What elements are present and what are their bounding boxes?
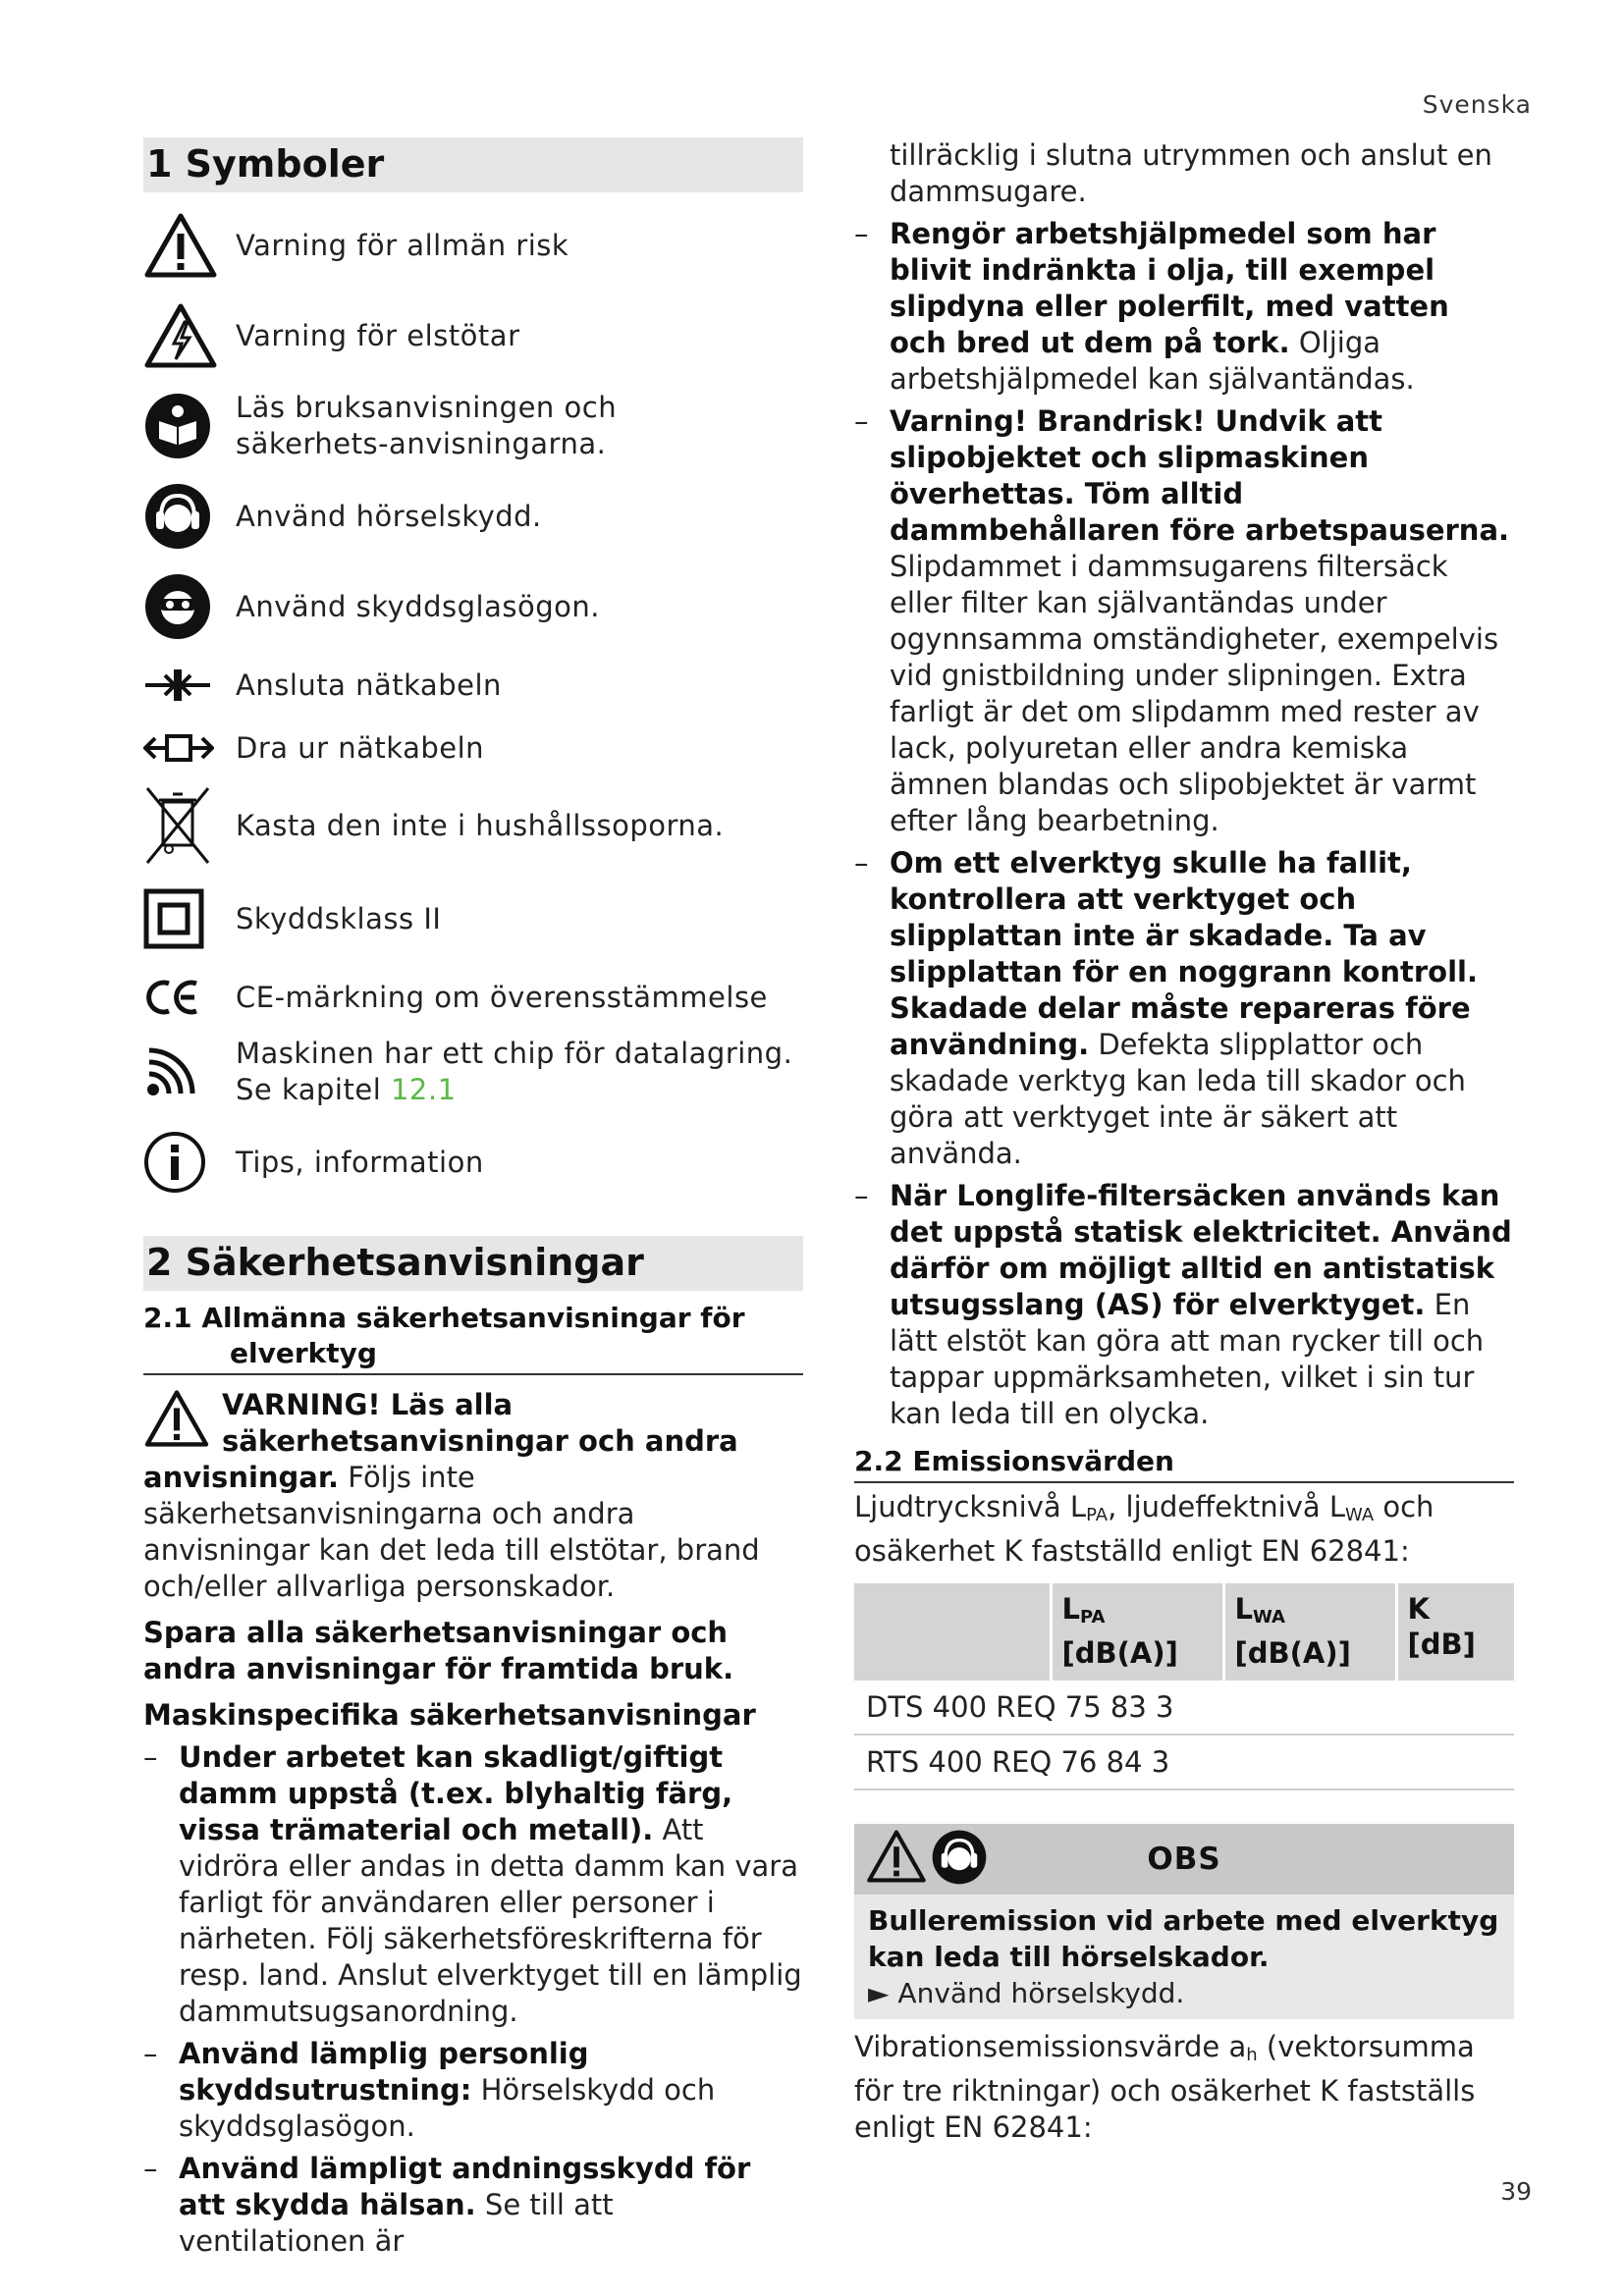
list-item-bold: När Longlife-filtersäcken används kan det uppstå statisk elektricitet. Använd därför om möjligt alltid en antistatisk utsugsslang (AS) för elverktyget. <box>890 1179 1512 1321</box>
emission-table <box>854 1583 1514 1790</box>
subscript: PA <box>1079 1607 1106 1628</box>
warning-text: Följs inte säkerhetsanvisningarna och andra anvisningar kan det leda till elstötar, brand och/eller allvarliga personskador. <box>143 1461 760 1603</box>
subscript: h <box>1246 2045 1258 2065</box>
text-fragment: L <box>1061 1592 1080 1626</box>
symbol-text-line: Maskinen har ett chip för datalagring. <box>236 1037 793 1070</box>
list-item: – Använd lämplig personlig skyddsutrustning: Hörselskydd och skyddsglasögon. <box>143 2037 716 2143</box>
symbol-row <box>143 207 803 284</box>
list-item: – Varning! Brandrisk! Undvik att slipobjektet och slipmaskinen överhettas. Töm alltid dammbehållaren före arbetspauserna. Slipdammet i dammsugarens filtersäck eller filter kan självantändas under ogynnsamma omständigheter, exempelvis vid gnistbildning under slipningen. Extra farligt är det om slipdamm med rester av lack, polyuretan eller andra kemiska ämnen blandas och slipobjektet är varmt efter lång bearbetning. <box>854 404 1510 837</box>
electric-shock-icon <box>143 302 236 369</box>
symbol-text: Använd skyddsglasögon. <box>236 589 600 623</box>
read-manual-icon <box>143 392 236 460</box>
symbol-text: Läs bruksanvisningen och säkerhets-anvisningarna. <box>236 391 618 460</box>
subscript: WA <box>1252 1607 1285 1628</box>
warning-triangle-icon <box>143 212 236 279</box>
symbol-text: Tips, information <box>236 1145 484 1179</box>
warning-bold-text: VARNING! Läs alla säkerhetsanvisningar och andra anvisningar. <box>143 1388 738 1494</box>
section-title-safety: 2 Säkerhetsanvisningar <box>143 1236 803 1291</box>
obs-icons <box>854 1829 988 1890</box>
symbol-row <box>143 1034 803 1110</box>
plug-disconnect-icon <box>143 728 236 768</box>
symbol-row <box>143 721 803 774</box>
continued-text: tillräcklig i slutna utrymmen och anslut en dammsugare. <box>890 138 1492 208</box>
symbol-row <box>143 1124 803 1201</box>
symbol-row <box>143 297 803 374</box>
vibration-intro <box>854 2029 1514 2146</box>
symbol-text-prefix: Se kapitel <box>236 1073 391 1106</box>
emission-intro <box>854 1489 1514 1570</box>
subscript: PA <box>1086 1505 1109 1525</box>
obs-action: ► Använd hörselskydd. <box>868 1977 1185 2009</box>
warning-triangle-icon <box>866 1829 927 1890</box>
table-cell: RTS 400 REQ 76 84 3 <box>854 1735 1514 1789</box>
plug-connect-icon <box>143 666 236 705</box>
symbol-text: Ansluta nätkabeln <box>236 667 502 702</box>
symbol-row <box>143 388 803 464</box>
left-column <box>143 137 803 2260</box>
save-instructions-note: Spara alla säkerhetsanvisningar och andra anvisningar för framtida bruk. <box>143 1616 734 1685</box>
symbol-row <box>143 568 803 645</box>
list-item-bold: Använd lämpligt andningsskydd för att skydda hälsan. <box>179 2152 751 2221</box>
crossed-bin-icon <box>143 784 236 867</box>
wireless-chip-icon <box>143 1044 236 1099</box>
list-item-text: Se till att ventilationen är <box>179 2188 614 2258</box>
obs-body <box>854 1895 1514 2019</box>
list-item-bold: Använd lämplig personlig skyddsutrustning: <box>179 2037 589 2107</box>
text-fragment: och osäkerhet K fastställd enligt EN 62841: <box>854 1490 1435 1568</box>
list-item-text: Defekta slipplattor och skadade verktyg kan leda till skador och göra att verktyget inte är säkert att använda. <box>890 1028 1466 1170</box>
list-item: – Under arbetet kan skadligt/giftigt damm uppstå (t.ex. blyhaltig färg, vissa trämaterial och metall). Att vidröra eller andas in detta damm kan vara farligt för användaren eller personer i närheten. Följ säkerhetsföreskrifterna för resp. land. Anslut elverktyget till en lämplig dammutsugsanordning. <box>143 1740 802 2028</box>
table-header-row <box>854 1583 1514 1681</box>
text-fragment: , ljudeffektnivå L <box>1108 1490 1346 1523</box>
list-item-bold: Om ett elverktyg skulle ha fallit, kontrollera att verktyget och slipplattan inte är skadade. Ta av slipplattan för en noggrann kontroll. Skadade delar måste repareras före användning. <box>890 846 1478 1061</box>
symbol-row <box>143 881 803 957</box>
list-item-bold: Rengör arbetshjälpmedel som har blivit indränkta i olja, till exempel slipdyna eller polerfilt, med vatten och bred ut dem på tork. <box>890 217 1449 359</box>
right-column <box>854 137 1514 2146</box>
symbol-text: Varning för allmän risk <box>236 228 569 262</box>
subsection-title-general <box>143 1301 803 1375</box>
page-language: Svenska <box>1422 90 1532 119</box>
warning-block <box>143 1387 803 1605</box>
subscript: WA <box>1345 1505 1375 1525</box>
section-title-symbols: 1 Symboler <box>143 137 803 192</box>
table-header-k: K [dB] <box>1396 1583 1514 1681</box>
symbol-row <box>143 659 803 712</box>
symbol-text <box>236 1036 792 1108</box>
text-fragment: [dB(A)] <box>1061 1636 1178 1670</box>
chapter-link[interactable]: 12.1 <box>390 1073 457 1106</box>
table-cell: DTS 400 REQ 75 83 3 <box>854 1681 1514 1735</box>
table-row <box>854 1681 1514 1735</box>
warning-triangle-icon <box>143 1389 216 1452</box>
list-item-bold: Under arbetet kan skadligt/giftigt damm uppstå (t.ex. blyhaltig färg, vissa trämaterial och metall). <box>179 1740 733 1846</box>
symbol-list <box>143 207 803 1201</box>
symbol-text: CE-märkning om överensstämmelse <box>236 980 768 1014</box>
symbol-text: Använd hörselskydd. <box>236 499 542 533</box>
list-item: – Om ett elverktyg skulle ha fallit, kontrollera att verktyget och slipplattan inte är skadade. Ta av slipplattan för en noggrann kontroll. Skadade delar måste repareras före användning. Defekta slipplattor och skadade verktyg kan leda till skador och göra att verktyget inte är säkert att använda. <box>854 846 1478 1170</box>
text-fragment: L <box>1234 1592 1253 1626</box>
text-fragment: [dB(A)] <box>1234 1636 1351 1670</box>
symbol-text: Varning för elstötar <box>236 318 520 352</box>
list-item-bold: Varning! Brandrisk! Undvik att slipobjektet och slipmaskinen överhettas. Töm alltid dammbehållaren före arbetspauserna. <box>890 404 1510 547</box>
safety-goggles-icon <box>143 572 236 641</box>
list-item-text: En lätt elstöt kan göra att man rycker till och tappar uppmärksamheten, vilket i sin tur kan leda till en olycka. <box>890 1288 1485 1430</box>
ear-protection-icon <box>931 1829 988 1890</box>
list-item-text: Slipdammet i dammsugarens filtersäck eller filter kan självantändas under ogynnsamma omständigheter, exempelvis vid gnistbildning under slipningen. Extra farligt är det om slipdamm med rester av lack, polyuretan eller andra kemiska ämnen blandas och slipobjektet är varmt efter lång bearbetning. <box>890 550 1499 837</box>
ear-protection-icon <box>143 482 236 551</box>
subsection-title-line: elverktyg <box>230 1337 377 1369</box>
symbol-text: Kasta den inte i hushållssoporna. <box>236 808 725 842</box>
obs-bold-text: Bulleremission vid arbete med elverktyg kan leda till hörselskador. <box>868 1904 1499 1973</box>
machine-specific-heading: Maskinspecifika säkerhetsanvisningar <box>143 1698 756 1732</box>
subsection-title-line: 2.1 Allmänna säkerhetsanvisningar för <box>143 1302 745 1334</box>
obs-title: OBS <box>1147 1842 1221 1877</box>
text-fragment: Vibrationsemissionsvärde a <box>854 2030 1247 2063</box>
obs-header <box>854 1824 1514 1895</box>
page-number: 39 <box>1500 2177 1532 2206</box>
list-item: – Rengör arbetshjälpmedel som har blivit indränkta i olja, till exempel slipdyna eller polerfilt, med vatten och bred ut dem på tork. Oljiga arbetshjälpmedel kan självantändas. <box>854 217 1449 396</box>
table-row <box>854 1735 1514 1789</box>
table-header-lpa <box>1051 1583 1223 1681</box>
info-icon <box>143 1131 236 1194</box>
ce-mark-icon <box>143 978 236 1017</box>
list-item: – Använd lämpligt andningsskydd för att skydda hälsan. Se till att ventilationen är <box>143 2152 751 2258</box>
table-header-empty <box>854 1583 1051 1681</box>
protection-class-ii-icon <box>143 888 236 949</box>
list-item-text: Att vidröra eller andas in detta damm kan vara farligt för användaren eller personer i närheten. Följ säkerhetsföreskrifterna för resp. land. Anslut elverktyget till en lämplig dammutsugsanordning. <box>179 1813 802 2028</box>
symbol-row <box>143 971 803 1024</box>
text-fragment: (vektorsumma för tre riktningar) och osäkerhet K fastställs enligt EN 62841: <box>854 2030 1476 2144</box>
symbol-row <box>143 784 803 867</box>
text-fragment: Ljudtrycksnivå L <box>854 1490 1087 1523</box>
list-item: – När Longlife-filtersäcken används kan det uppstå statisk elektricitet. Använd därför om möjligt alltid en antistatisk utsugsslang (AS) för elverktyget. En lätt elstöt kan göra att man rycker till och tappar uppmärksamheten, vilket i sin tur kan leda till en olycka. <box>854 1179 1512 1430</box>
symbol-text: Skyddsklass II <box>236 901 442 935</box>
list-item-text: Oljiga arbetshjälpmedel kan självantändas. <box>890 326 1415 396</box>
symbol-row <box>143 478 803 555</box>
obs-notice <box>854 1824 1514 2019</box>
subsection-title-emission: 2.2 Emissionsvärden <box>854 1444 1514 1483</box>
symbol-text: Dra ur nätkabeln <box>236 730 485 765</box>
table-header-lwa <box>1223 1583 1396 1681</box>
list-item-text: Hörselskydd och skyddsglasögon. <box>179 2073 716 2143</box>
